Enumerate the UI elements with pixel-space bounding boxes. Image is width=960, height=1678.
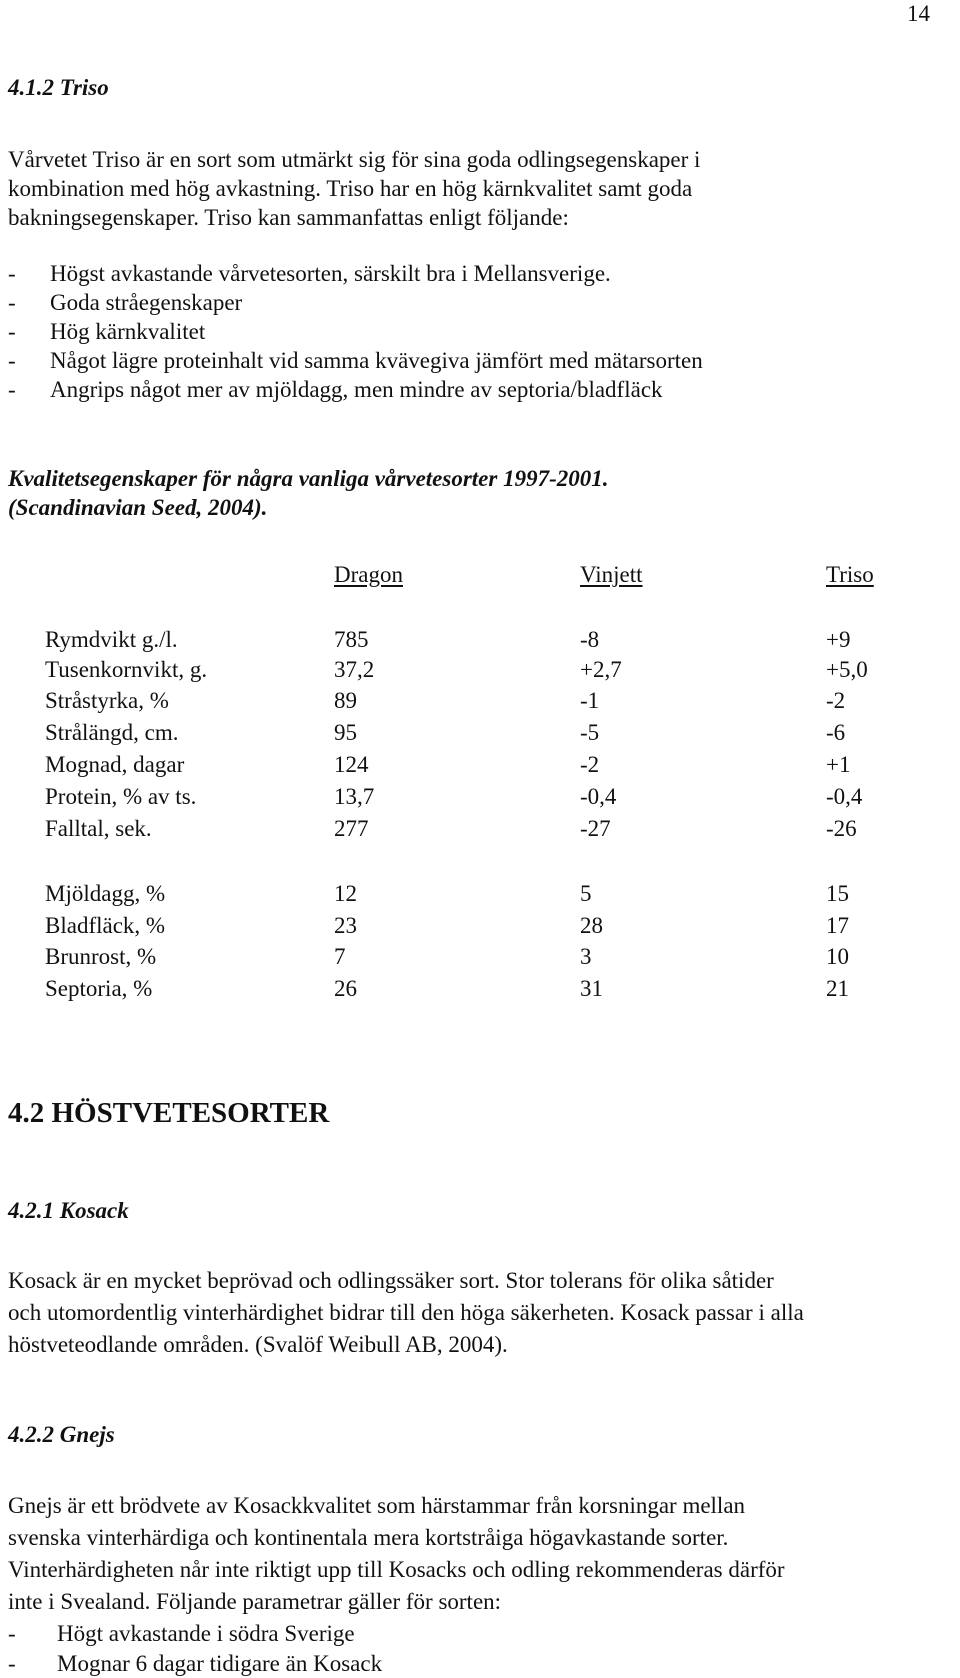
cell-dragon: 785 xyxy=(334,627,369,652)
row-label: Tusenkornvikt, g. xyxy=(45,657,208,682)
paragraph-line: kombination med hög avkastning. Triso har en hög kärnkvalitet samt goda xyxy=(8,176,693,201)
cell-dragon: 7 xyxy=(334,944,346,969)
cell-dragon: 37,2 xyxy=(334,657,375,682)
cell-dragon: 89 xyxy=(334,688,357,713)
table-row xyxy=(0,976,960,1004)
paragraph-line: Kosack är en mycket beprövad och odlingssäker sort. Stor tolerans för olika såtider xyxy=(8,1268,774,1293)
paragraph-line: och utomordentlig vinterhärdighet bidrar till den höga säkerheten. Kosack passar i alla xyxy=(8,1300,804,1325)
paragraph-line: inte i Svealand. Följande parametrar gäller för sorten: xyxy=(8,1589,502,1614)
bullet-text: Angrips något mer av mjöldagg, men mindre av septoria/bladfläck xyxy=(50,377,663,402)
bullet-marker: - xyxy=(8,1651,16,1676)
bullet-item xyxy=(0,1652,960,1678)
row-label: Protein, % av ts. xyxy=(45,784,197,809)
cell-triso: -0,4 xyxy=(826,784,863,809)
cell-triso: 15 xyxy=(826,881,849,906)
cell-vinjett: -27 xyxy=(580,816,611,841)
paragraph-line: bakningsegenskaper. Triso kan sammanfattas enligt följande: xyxy=(8,205,569,230)
cell-vinjett: 31 xyxy=(580,976,603,1001)
page-number: 14 xyxy=(907,1,930,26)
bullet-marker: - xyxy=(8,348,16,373)
row-label: Rymdvikt g./l. xyxy=(45,627,178,652)
row-label: Bladfläck, % xyxy=(45,913,166,938)
cell-triso: +9 xyxy=(826,627,851,652)
table-row xyxy=(0,784,960,812)
table-caption-line: (Scandinavian Seed, 2004). xyxy=(8,495,268,520)
bullet-text: Högt avkastande i södra Sverige xyxy=(57,1621,355,1646)
section-heading-kosack: 4.2.1 Kosack xyxy=(8,1198,129,1223)
cell-vinjett: -5 xyxy=(580,720,600,745)
cell-dragon: 95 xyxy=(334,720,357,745)
table-row xyxy=(0,657,960,685)
row-label: Brunrost, % xyxy=(45,944,157,969)
cell-vinjett: 3 xyxy=(580,944,592,969)
table-caption-line: Kvalitetsegenskaper för några vanliga vårvetesorter 1997-2001. xyxy=(8,466,609,491)
row-label: Stråstyrka, % xyxy=(45,688,169,713)
bullet-marker: - xyxy=(8,319,16,344)
paragraph-line: höstveteodlande områden. (Svalöf Weibull AB, 2004). xyxy=(8,1332,508,1357)
cell-triso: +1 xyxy=(826,752,851,777)
cell-triso: -6 xyxy=(826,720,846,745)
cell-dragon: 23 xyxy=(334,913,357,938)
bullet-item xyxy=(0,262,960,290)
bullet-text: Hög kärnkvalitet xyxy=(50,319,206,344)
table-row xyxy=(0,720,960,748)
paragraph-line: Gnejs är ett brödvete av Kosackkvalitet som härstammar från korsningar mellan xyxy=(8,1493,746,1518)
cell-vinjett: -8 xyxy=(580,627,600,652)
cell-vinjett: +2,7 xyxy=(580,657,622,682)
cell-dragon: 12 xyxy=(334,881,357,906)
bullet-marker: - xyxy=(8,261,16,286)
cell-dragon: 277 xyxy=(334,816,369,841)
bullet-marker: - xyxy=(8,290,16,315)
cell-triso: -2 xyxy=(826,688,846,713)
column-header-vinjett: Vinjett xyxy=(580,562,643,587)
table-row xyxy=(0,752,960,780)
cell-vinjett: 28 xyxy=(580,913,603,938)
table-row xyxy=(0,627,960,655)
cell-triso: -26 xyxy=(826,816,857,841)
row-label: Septoria, % xyxy=(45,976,153,1001)
cell-vinjett: -2 xyxy=(580,752,600,777)
cell-dragon: 13,7 xyxy=(334,784,375,809)
table-row xyxy=(0,816,960,844)
cell-triso: 10 xyxy=(826,944,849,969)
paragraph-line: Vårvetet Triso är en sort som utmärkt sig för sina goda odlingsegenskaper i xyxy=(8,147,701,172)
row-label: Falltal, sek. xyxy=(45,816,152,841)
row-label: Mognad, dagar xyxy=(45,752,185,777)
bullet-marker: - xyxy=(8,1621,16,1646)
column-header-triso: Triso xyxy=(826,562,874,587)
bullet-item xyxy=(0,349,960,377)
section-heading-triso: 4.1.2 Triso xyxy=(8,75,109,100)
cell-vinjett: -1 xyxy=(580,688,600,713)
bullet-item xyxy=(0,320,960,348)
bullet-text: Mognar 6 dagar tidigare än Kosack xyxy=(57,1651,383,1676)
bullet-item xyxy=(0,378,960,406)
paragraph-line: svenska vinterhärdiga och kontinentala mera kortstråiga högavkastande sorter. xyxy=(8,1525,729,1550)
cell-dragon: 26 xyxy=(334,976,357,1001)
cell-vinjett: -0,4 xyxy=(580,784,617,809)
cell-triso: 21 xyxy=(826,976,849,1001)
table-row xyxy=(0,881,960,909)
column-header-dragon: Dragon xyxy=(334,562,403,587)
row-label: Mjöldagg, % xyxy=(45,881,166,906)
bullet-item xyxy=(0,1622,960,1650)
cell-triso: 17 xyxy=(826,913,849,938)
bullet-item xyxy=(0,291,960,319)
row-label: Strålängd, cm. xyxy=(45,720,179,745)
cell-vinjett: 5 xyxy=(580,881,592,906)
section-heading-gnejs: 4.2.2 Gnejs xyxy=(8,1422,115,1447)
table-row xyxy=(0,944,960,972)
cell-dragon: 124 xyxy=(334,752,369,777)
bullet-text: Högst avkastande vårvetesorten, särskilt bra i Mellansverige. xyxy=(50,261,611,286)
paragraph-line: Vinterhärdigheten når inte riktigt upp till Kosacks och odling rekommenderas därför xyxy=(8,1557,785,1582)
table-row xyxy=(0,913,960,941)
section-heading-hostvetesorter: 4.2 HÖSTVETESORTER xyxy=(8,1097,330,1129)
bullet-marker: - xyxy=(8,377,16,402)
cell-triso: +5,0 xyxy=(826,657,868,682)
bullet-text: Något lägre proteinhalt vid samma kvävegiva jämfört med mätarsorten xyxy=(50,348,703,373)
table-header-row xyxy=(0,562,960,590)
table-row xyxy=(0,688,960,716)
bullet-text: Goda stråegenskaper xyxy=(50,290,243,315)
